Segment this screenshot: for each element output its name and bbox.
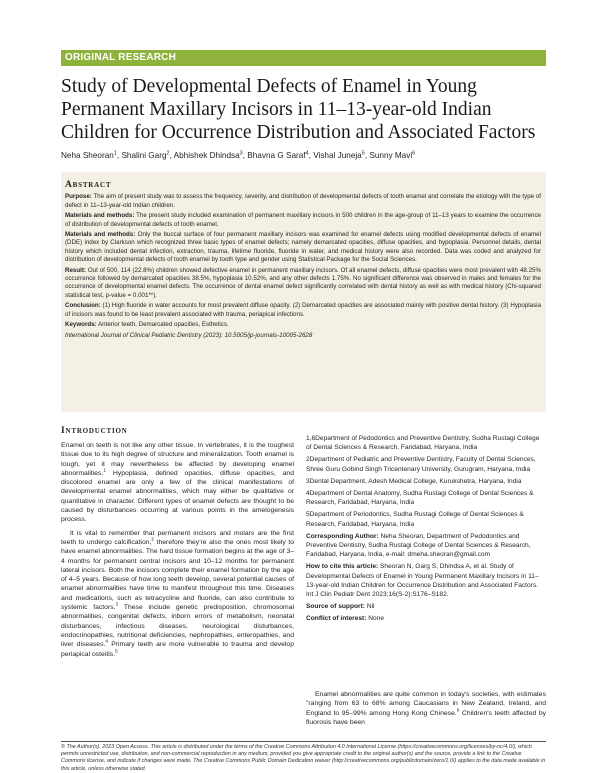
abstract-purpose <box>65 193 541 210</box>
author-name: Neha Sheoran <box>61 151 114 160</box>
author-affiliation-mark: 2 <box>166 150 170 157</box>
intro-text: It is vital to remember that permanent incisors and molars are the first teeth to undergo calcification, <box>61 529 294 546</box>
author-affiliation-mark: 5 <box>361 150 365 157</box>
abstract-box <box>61 172 546 412</box>
body-text: Children's teeth affected by fluorosis have been <box>306 709 546 726</box>
conflict-text: None <box>368 615 385 623</box>
citation-mark: 3 <box>115 602 119 608</box>
citation-mark: 1 <box>103 468 106 474</box>
affiliations-block <box>306 434 546 627</box>
abstract-keywords <box>65 321 541 329</box>
author-list: Neha Sheoran$^1$, Shalini Garg$^2$, Abhishek Dhindsa$^3$, Bhavna G Saraf$^4$, Vishal Juneja$^5$, Sunny Mavi$^6$ <box>61 150 416 160</box>
author-name: Shalini Garg <box>121 151 167 160</box>
abstract-heading: Abstract <box>65 180 112 190</box>
abstract-materials-2 <box>65 231 541 265</box>
abstract-text: The aim of present study was to assess the frequency, severity, and distribution of developmental defects of tooth enamel and correlate the etiology with the type of defect in 11–13-year-old Indian children. <box>65 193 541 209</box>
author-affiliation-mark: 3 <box>239 150 243 157</box>
affiliation: 2Department of Pediatric and Preventive Dentistry, Faculty of Dental Sciences, Shree Guru Gobind Singh Tricentenary University, Gurugram, Haryana, India <box>306 456 536 473</box>
footer-divider <box>61 741 546 742</box>
affiliation: 5Department of Periodontics, Sudha Rustagi College of Dental Sciences & Research, Faridabad, Haryana, India <box>306 511 524 528</box>
affiliation: 1,6Department of Pedodontics and Preventive Dentistry, Sudha Rustagi College of Dental Sciences & Research, Faridabad, Haryana, India <box>306 435 540 452</box>
body-text: Enamel abnormalities are quite common in today's societies, with estimates "ranging from 63 to 68% among Caucasians in New Zealand, Ireland, and England to 95–99% among Hong Kong Chinese. <box>306 691 546 717</box>
license-footer: © The Author(s). 2023 Open Access. This article is distributed under the terms of the Creative Commons Attribution 4.0 International License (https://creativecommons.org/licenses/by-nc/4.0/), which permits unrestricted use, distribution, and non-commercial reproduction in any medium, provided you give appropriate credit to the original author(s) and the source, provide a link to the Creative Commons license, and indicate if changes were made. The Creative Commons Public Domain Dedication waiver (http://creativecommons.org/publicdomain/zero/1.0/) applies to the data made available in this article, unless otherwise stated. <box>61 744 546 772</box>
abstract-text: The present study included examination of permanent maxillary incisors in 500 children in the age-group of 11–13 years to examine the occurrence of distribution of developmental defects of tooth enamel. <box>65 212 541 228</box>
corresponding-label: Corresponding Author: <box>306 532 379 540</box>
introduction-heading: Introduction <box>61 426 128 436</box>
source-of-support <box>306 602 546 611</box>
how-to-cite <box>306 562 546 599</box>
intro-paragraph <box>61 529 294 659</box>
cite-label: How to cite this article: <box>306 563 379 571</box>
author-name: Sunny Mavi <box>369 151 413 160</box>
author-affiliation-mark: 1 <box>113 150 117 157</box>
journal-citation: International Journal of Clinical Pediatric Dentistry (2023): 10.5005/jp-journals-10005-2628 <box>65 331 313 339</box>
author-name: Vishal Juneja <box>313 151 362 160</box>
abstract-label: Purpose: <box>65 193 92 201</box>
corresponding-text: Neha Sheoran, Department of Pedodontics and Preventive Dentistry, Sudha Rustagi College of Dental Sciences & Research, Faridabad, Haryana, India, e-mail: dmeha.sheoran@gmail.com <box>306 532 531 559</box>
author-affiliation-mark: 4 <box>305 150 309 157</box>
conflict-of-interest <box>306 614 546 623</box>
author-name: Bhavna G Saraf <box>247 151 306 160</box>
citation-mark: 6 <box>456 708 460 714</box>
intro-text: Primary teeth are more vulnerable to trauma and develop periapical osteitis. <box>61 641 294 658</box>
section-label-badge: ORIGINAL RESEARCH <box>61 50 546 66</box>
abstract-label: Result: <box>65 266 86 274</box>
right-column-paragraph <box>306 690 546 727</box>
abstract-conclusion <box>65 302 541 319</box>
intro-text: These include genetic predisposition, chromosomal abnormalities, congenital defects, inborn errors of metabolism, neonatal disturbances, infectious diseases, neurological disturbances, endocrinopathies, nutritional deficiencies, nephropathies, enteropathies, and liver diseases. <box>61 604 294 649</box>
support-text: Nil <box>366 603 375 611</box>
abstract-text: Only the buccal surface of four permanent maxillary incisors was examined for enamel defects using modified developmental defects of enamel (DDE) index by Clarkson which recognized three basic types of enamel defects; namely demarcated opacities, diffuse opacities, and hypoplasia. Personnel details, dental history which included dental infection, extraction, trauma, lifetime fluoride, fluoride in water, and medical history were also recorded. Data was coded and analyzed for distribution of developmental defects of tooth enamel by tooth type and gender using Statistical Package for the Social Sciences. <box>65 231 541 264</box>
support-label: Source of support: <box>306 603 365 611</box>
intro-paragraph <box>61 441 294 525</box>
intro-text: Enamel on teeth is not like any other tissue. In vertebrates, it is the toughest tissue due to its high degree of structure and mineralization. Tooth enamel is tough, yet it may nevertheless be affected by developing enamel abnormalities. <box>61 442 294 477</box>
corresponding-author <box>306 532 546 560</box>
article-title: Study of Developmental Defects of Enamel in Young Permanent Maxillary Incisors in 11–13-year-old Indian Children for Occurrence Distribution and Associated Factors <box>61 76 536 143</box>
intro-text: therefore they're also the ones most likely to have enamel abnormalities. The hard tissue formation begins at the age of 3–4 months for permanent central incisors and 10–12 months for permanent lateral incisors. Both the incisors complete their enamel formation by the age of 4–5 years. Because of how long teeth develop, several potential causes of enamel abnormalities have time to manifest throughout this time. Diseases and medications, such as tetracycline and fluoride, can also contribute to systemic factors. <box>61 538 294 612</box>
abstract-label: Keywords: <box>65 321 97 329</box>
abstract-label: Materials and methods: <box>65 212 135 220</box>
author-affiliation-mark: 6 <box>412 150 416 157</box>
affiliation: 4Department of Dental Anatomy, Sudha Rustagi College of Dental Sciences & Research, Faridabad, Haryana, India <box>306 490 534 507</box>
author-name: Abhishek Dhindsa <box>173 151 240 160</box>
abstract-materials-1 <box>65 212 541 229</box>
abstract-text: Out of 500, 114 (22.8%) children showed defective enamel in permanent maxillary incisors. Of all enamel defects, diffuse opacities were most prevalent with 48.25% occurrence followed by demarcated opacities 38.5%, hypoplasia 10.52%, and any other defects 1.75%. No significant difference was observed in males and females for the occurrence of developmental enamel defects. The occurrence of dental enamel defect significantly correlated with dental history as well as with medical history (Chi-squared statistical test, p-value = 0.001**). <box>65 266 541 299</box>
affiliation: 3Dental Department, Adesh Medical College, Kurukshetra, Haryana, India <box>306 477 522 485</box>
abstract-text: (1) High fluoride in water accounts for most prevalent diffuse opacity. (2) Demarcated opacities are associated mainly with positive dental history. (3) Hypoplasia of incisors was found to be least prevalent associated with trauma, periapical infections. <box>65 302 541 318</box>
introduction-body <box>61 441 294 663</box>
abstract-label: Conclusion: <box>65 302 101 310</box>
abstract-result <box>65 267 541 301</box>
citation-mark: 2 <box>151 537 155 543</box>
abstract-text: Anterior teeth, Demarcated opacities, Esthetics. <box>98 321 229 329</box>
cite-text: Sheoran N, Garg S, Dhindsa A, et al. Study of Developmental Defects of Enamel in Young Permanent Maxillary Incisors in 11–13-year-old Indian Children for Occurrence Distribution and Associated Factors. Int J Clin Pediatr Dent 2023;16(S-2):S176–S182. <box>306 563 539 599</box>
abstract-label: Materials and methods: <box>65 231 136 239</box>
citation-mark: 5 <box>115 649 118 655</box>
intro-text: Hypoplasia, defined opacities, diffuse opacities, and discolored enamel are only a few of the clinical manifestations of developmental enamel abnormalities, which may either be qualitative or quantitative in character. Different types of enamel defects are thought to be caused by disturbances occurring at various points in the amelogenesis process. <box>61 469 294 524</box>
conflict-label: Conflict of interest: <box>306 615 367 623</box>
citation-mark: 4 <box>105 639 109 645</box>
